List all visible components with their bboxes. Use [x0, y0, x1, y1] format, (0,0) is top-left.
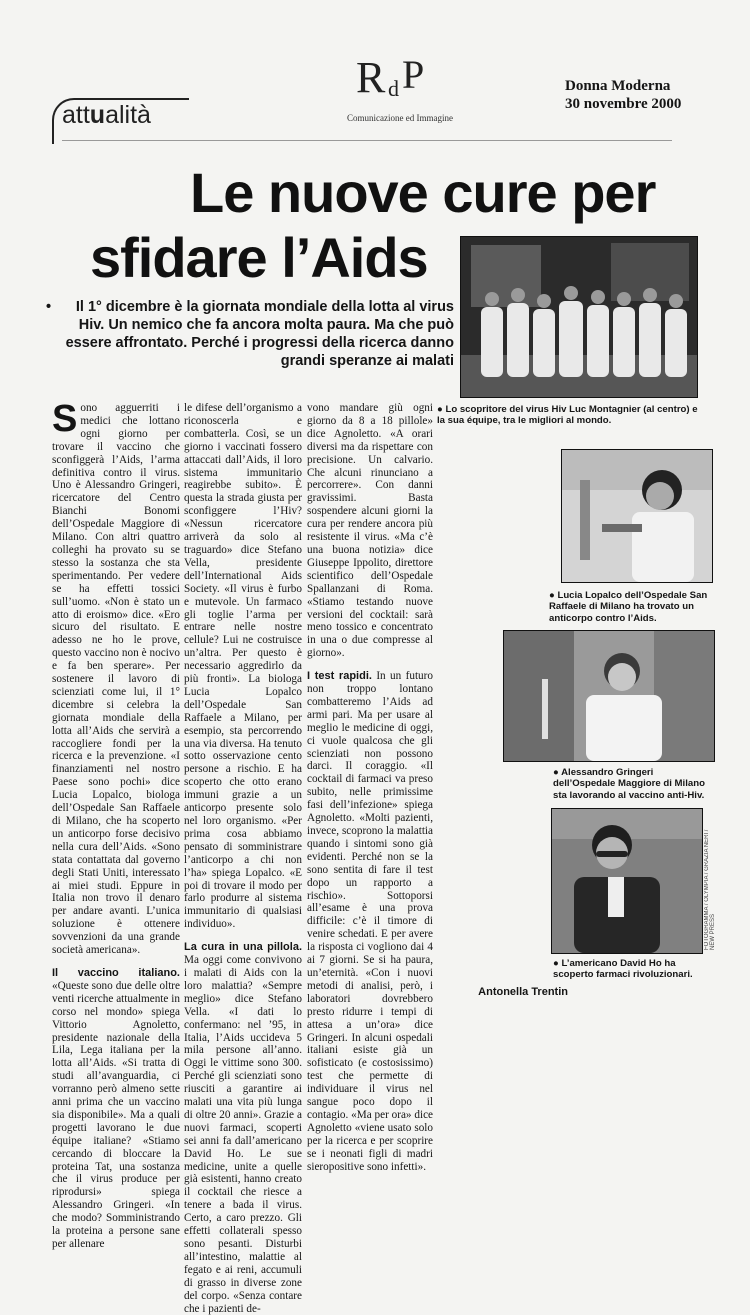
intro-text: Il 1° dicembre è la giornata mondiale della lotta al virus Hiv. Un nemico che fa ancora molta paura. Ma che può essere affrontato. Perché i progressi della ricerca danno grandi speranze ai malati — [65, 299, 454, 369]
article-column-1 — [52, 398, 180, 1251]
section-tag-prefix: att — [62, 101, 90, 129]
photo-david-ho-image — [552, 809, 702, 953]
section-tag-highlight: u — [89, 101, 106, 129]
publication-name: Donna Moderna — [565, 78, 671, 94]
column-2-text-2: Ma oggi come convivono i malati di Aids con la loro malattia? «Sempre meglio» dice Stefano Vella. «I dati lo confermano: nel ’95, in Italia, l’Aids uccideva 5 mila persone all’anno. Oggi le vittime sono 300. Perché gli scienziati sono riusciti a garantire ai malati una vita più lunga di oltre 20 anni». Grazie a nuovi farmaci, scoperti sei anni fa dall’americano David Ho. Le sue medicine, unite a quelle già esistenti, hanno creato il cocktail che riesce a tenere a bada il virus. Certo, a caro prezzo. Gli effetti collaterali spesso sono pesanti. Disturbi all’intestino, malattie al fegato e ai reni, accumuli di grasso in diverse zone del corpo. «Senza contare che i pazienti de- — [184, 954, 302, 1315]
column-1-paragraph-2 — [52, 967, 180, 1251]
article-column-3 — [307, 402, 433, 1173]
column-3-paragraph-1: vono mandare giù ogni giorno da 8 a 18 pillole» dice Agnoletto. «A orari diversi ma da rispettare con precisione. Un calvario. Che alcuni rinunciano a percorrere». Con danni gravissimi. Basta sospendere alcuni giorni la cura per rendere ancora più resistente il virus. «Ma c’è una buona notizia» dice Giuseppe Ippolito, direttore scientifico dell’Ospedale Spallanzani di Roma. «Stiamo testando nuove versioni del cocktail: sarà meno tossico e concentrato in una o due compresse al giorno». — [307, 402, 433, 660]
article-column-2 — [184, 402, 302, 1315]
column-1-paragraph-1 — [52, 398, 180, 957]
photo-montagnier-team — [460, 236, 698, 398]
section-tag-suffix: alità — [105, 101, 151, 129]
caption-photo-2: ● Lucia Lopalco dell’Ospedale San Raffaele di Milano ha trovato un anticorpo contro l’Aids. — [549, 590, 708, 624]
subhead-test: I test rapidi. — [307, 670, 372, 683]
photo-lopalco — [561, 449, 713, 583]
caption-photo-3: ● Alessandro Gringeri dell’Ospedale Maggiore di Milano sta lavorando al vaccino anti-Hiv. — [553, 767, 705, 801]
subhead-pillola: La cura in una pillola. — [184, 941, 302, 954]
section-tag — [62, 101, 151, 130]
photo-david-ho — [551, 808, 703, 954]
photo-lopalco-image — [562, 450, 712, 582]
column-2-paragraph-1: le difese dell’organismo a riconoscerla e combatterla. Così, se un giorno i vaccinati fossero attaccati dall’Aids, il loro sistema immunitario reagirebbe subito». È questa la strada giusta per sconfiggere l’Hiv? «Nessun ricercatore arriverà da solo al traguardo» dice Stefano Vella, presidente dell’International Aids Society. «Il virus è furbo e mutevole. Un farmaco gli toglie l’arma per entrare nelle nostre cellule? Lui ne costruisce un’altra. Per questo è necessario aggredirlo da più fronti». La biologa Lucia Lopalco dell’Ospedale San Raffaele a Milano, per esempio, sta percorrendo una via diversa. Ha tenuto sotto osservazione cento persone a rischio. E ha scoperto che otto erano immuni grazie a un anticorpo presente solo nel loro organismo. «Per prima cosa abbiamo pensato di somministrare l’anticorpo a chi non l’ha» spiega Lopalco. «E poi di trovare il modo per farlo produrre al sistema immunitario di qualsiasi individuo». — [184, 402, 302, 931]
column-2-paragraph-2 — [184, 941, 302, 1315]
column-3-text-2: In un futuro non troppo lontano combatteremo l’Aids ad armi pari. Ma per usare al meglio le medicine di oggi, ci vuole qualcosa che gli scienziati non possono darci. Il coraggio. «Il cocktail di farmaci va preso subito, nelle primissime fasi dell’infezione» spiega Agnoletto. «Molti pazienti, invece, scoprono la malattia quando i sintomi sono già evidenti. Perché non se la sono sentita di fare il test dopo un rapporto a rischio». Sottoporsi all’esame è una prova difficile: c’è il timore di venire schedati. E per avere la risposta ci vogliono dai 4 ai 7 giorni. Se si ha paura, un’eternità. «Con i nuovi metodi di analisi, però, i laboratori dovrebbero presto ridurre i tempi di attesa a un’ora» dice Gringeri. In alcuni ospedali italiani esiste già un sofisticato (e costosissimo) test che permette di individuare il virus nel sangue poco dopo il contagio. «Ma per ora» dice Agnoletto «viene usato solo per la ricerca e per scoprire se i neonati figli di madri sieropositive sono infetti». — [307, 670, 433, 1173]
dropcap: S — [52, 398, 78, 440]
photo-gringeri — [503, 630, 715, 762]
logo-letter-r: R — [356, 53, 386, 102]
publication-date: 30 novembre 2000 — [565, 96, 682, 112]
photo-gringeri-image — [504, 631, 714, 761]
caption-photo-1: ● Lo scopritore del virus Hiv Luc Montagnier (al centro) e la sua équipe, tra le migliori al mondo. — [437, 404, 698, 427]
rdp-logo — [352, 50, 442, 102]
section-rule — [62, 140, 672, 141]
photo-montagnier-team-image — [461, 237, 697, 397]
logo-letter-p: P — [402, 52, 425, 97]
column-3-paragraph-2 — [307, 670, 433, 1173]
logo-caption: Comunicazione ed Immagine — [347, 113, 453, 123]
intro-bullet: • — [46, 299, 52, 315]
photo-credit: FOTOGRAMMA / OLYMPIA / GRAZIA NERI / NEW PRESS — [704, 829, 716, 950]
intro-deck — [46, 298, 454, 370]
headline-line-1: Le nuove cure per — [190, 161, 656, 224]
logo-letter-d: d — [388, 76, 399, 101]
byline: Antonella Trentin — [478, 986, 568, 998]
headline-line-2: sfidare l’Aids — [90, 226, 428, 289]
subhead-vaccino: Il vaccino italiano. — [52, 966, 180, 979]
caption-photo-4: ● L’americano David Ho ha scoperto farmaci rivoluzionari. — [553, 958, 693, 981]
column-1-text-2: «Queste sono due delle oltre venti ricerche attualmente in corso nel mondo» spiega Vittorio Agnoletto, presidente nazionale della Lila, Lega italiana per la lotta all’Aids. «Si tratta di studi all’avanguardia, ci vorranno però almeno sette anni prima che un vaccino sia disponibile». Ma a quali progetti lavorano le due équipe italiane? «Stiamo cercando di bloccare la proteina Tat, una sostanza che il virus produce per riprodursi» spiega Alessandro Gringeri. «In che modo? Somministrando la proteina a persone sane per allenare — [52, 979, 180, 1250]
column-1-text-1: ono agguerriti i medici che lottano ogni giorno per trovare il vaccino che sconfiggerà l’Aids, l’arma definitiva contro il virus. Uno è Alessandro Gringeri, ricercatore del Centro Bianchi Bonomi dell’Ospedale Maggiore di Milano. Con altri quattro colleghi ha provato su se stesso la sostanza che sta sperimentando. Per vedere se ha effetti tossici sull’uomo. «Non è stato un atto di eroismo» dice. «Ero sicuro del risultato. E adesso ne ho le prove, questo vaccino non è nocivo e fa ben sperare». Per sostenere il lavoro di scienziati come lui, il 1° dicembre si celebra la giornata mondiale della lotta all’Aids che servirà a raccogliere fondi per la ricerca e la prevenzione. «I finanziamenti nel nostro Paese sono pochi» dice Lucia Lopalco, biologa dell’Ospedale San Raffaele di Milano, che ha scoperto un anticorpo forse decisivo nella cura dell’Aids. «Sono stata contattata dal governo degli Stati Uniti, interessato ai miei studi. Eppure in Italia non trovo il denaro per andare avanti. L’unica soluzione è ottenere sovvenzioni da una grande società americana». — [52, 402, 180, 957]
